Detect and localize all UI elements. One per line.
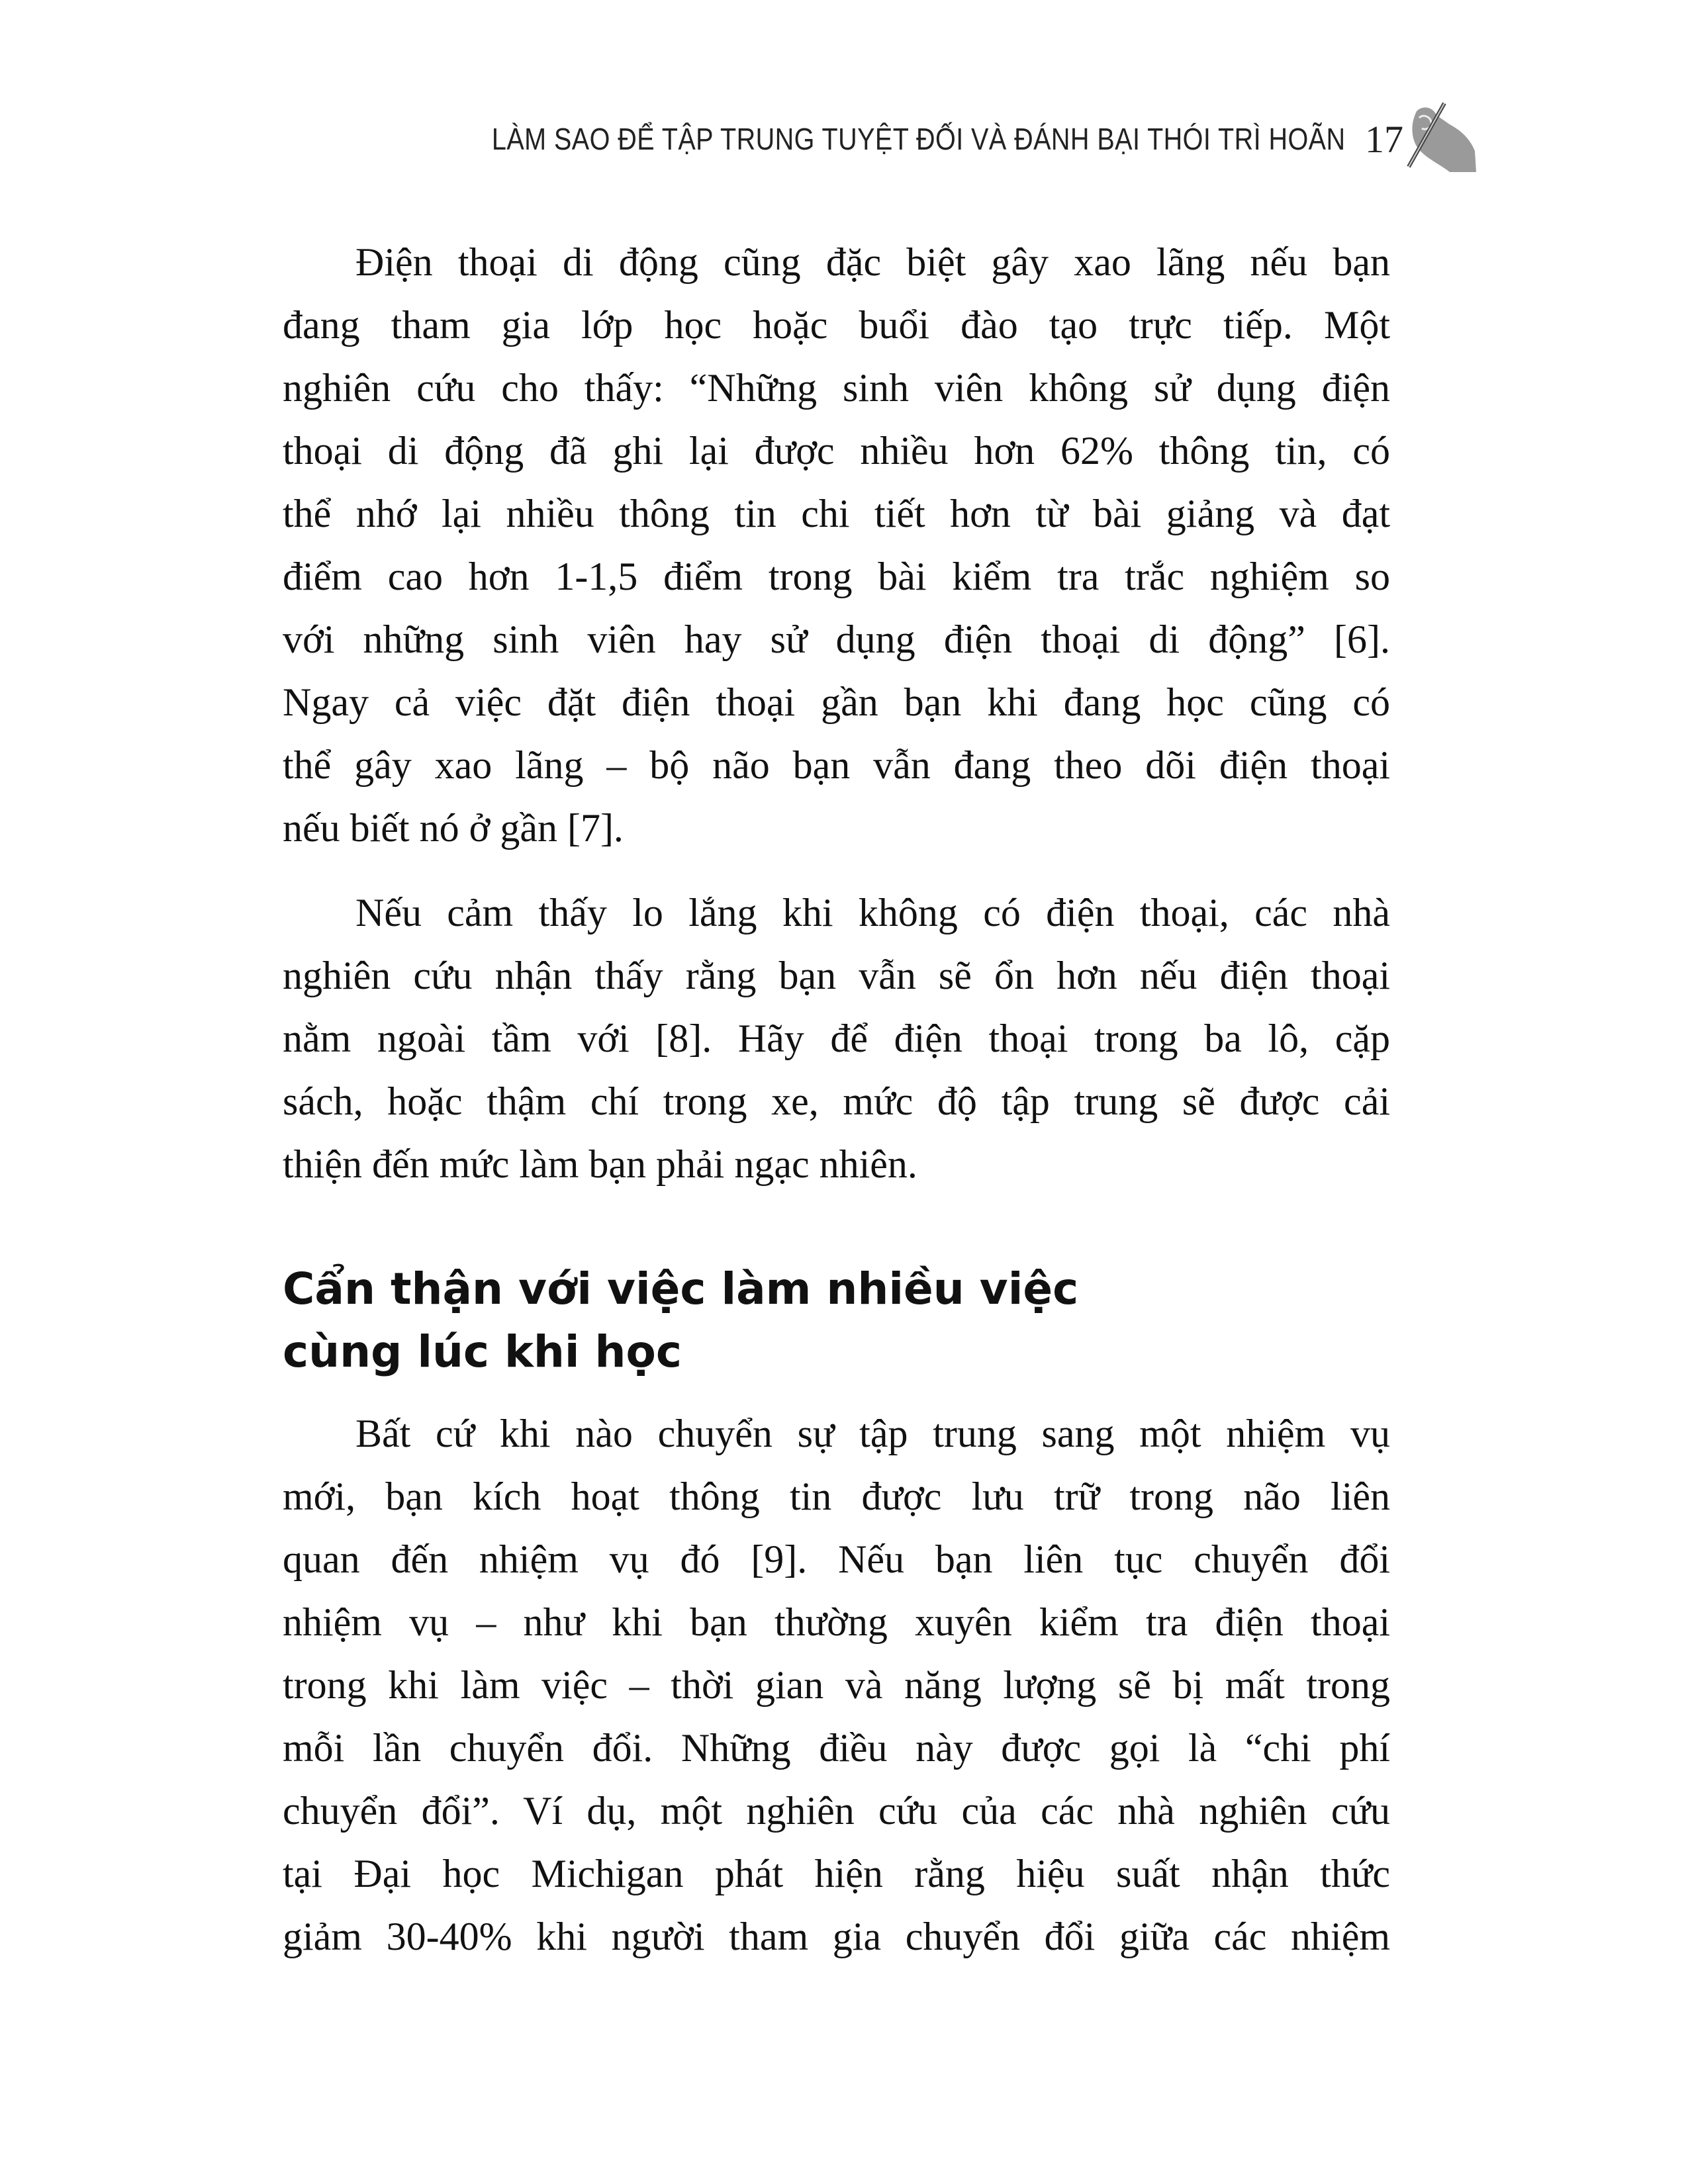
- text-line: nếu biết nó ở gần [7].: [283, 806, 624, 850]
- text-line: Ngay cả việc đặt điện thoại gần bạn khi đang học cũng có: [283, 680, 1390, 724]
- text-line: nhiệm vụ – như khi bạn thường xuyên kiểm tra điện thoại: [283, 1600, 1390, 1644]
- text-line: thoại di động đã ghi lại được nhiều hơn 62% thông tin, có: [283, 429, 1390, 473]
- text-line: Bất cứ khi nào chuyển sự tập trung sang một nhiệm vụ: [355, 1412, 1390, 1455]
- page-number: 17: [1365, 117, 1403, 161]
- text-line: trong khi làm việc – thời gian và năng lượng sẽ bị mất trong: [283, 1663, 1390, 1707]
- text-line: nằm ngoài tầm với [8]. Hãy để điện thoại trong ba lô, cặp: [283, 1017, 1390, 1060]
- text-line: với những sinh viên hay sử dụng điện thoại di động” [6].: [283, 617, 1390, 661]
- text-line: thể nhớ lại nhiều thông tin chi tiết hơn từ bài giảng và đạt: [283, 492, 1390, 535]
- paragraph-3: [283, 1402, 1390, 1968]
- text-line: chuyển đổi”. Ví dụ, một nghiên cứu của các nhà nghiên cứu: [283, 1789, 1390, 1833]
- text-line: mỗi lần chuyển đổi. Những điều này được gọi là “chi phí: [283, 1726, 1390, 1770]
- text-line: tại Đại học Michigan phát hiện rằng hiệu suất nhận thức: [283, 1852, 1390, 1895]
- text-line: mới, bạn kích hoạt thông tin được lưu trữ trong não liên: [283, 1475, 1390, 1518]
- section-heading-line: cùng lúc khi học: [283, 1326, 682, 1377]
- running-header-title: LÀM SAO ĐỂ TẬP TRUNG TUYỆT ĐỐI VÀ ĐÁNH BẠI THÓI TRÌ HOÃN: [491, 122, 1345, 156]
- text-line: đang tham gia lớp học hoặc buổi đào tạo trực tiếp. Một: [283, 303, 1390, 347]
- text-line: thể gây xao lãng – bộ não bạn vẫn đang theo dõi điện thoại: [283, 743, 1390, 787]
- text-line: Điện thoại di động cũng đặc biệt gây xao lãng nếu bạn: [355, 240, 1390, 284]
- text-line: Nếu cảm thấy lo lắng khi không có điện thoại, các nhà: [355, 891, 1390, 934]
- running-header: [371, 113, 1403, 165]
- section-heading: [283, 1257, 1078, 1383]
- text-line: thiện đến mức làm bạn phải ngạc nhiên.: [283, 1142, 917, 1186]
- text-line: nghiên cứu nhận thấy rằng bạn vẫn sẽ ổn hơn nếu điện thoại: [283, 954, 1390, 997]
- text-line: quan đến nhiệm vụ đó [9]. Nếu bạn liên tục chuyển đổi: [283, 1537, 1390, 1581]
- text-line: giảm 30-40% khi người tham gia chuyển đổi giữa các nhiệm: [283, 1915, 1390, 1958]
- text-line: nghiên cứu cho thấy: “Những sinh viên không sử dụng điện: [283, 366, 1390, 410]
- hand-writing-icon: [1403, 98, 1476, 172]
- text-line: sách, hoặc thậm chí trong xe, mức độ tập trung sẽ được cải: [283, 1079, 1390, 1123]
- paragraph-1: [283, 231, 1390, 860]
- section-heading-line: Cẩn thận với việc làm nhiều việc: [283, 1263, 1079, 1314]
- text-line: điểm cao hơn 1-1,5 điểm trong bài kiểm tra trắc nghiệm so: [283, 555, 1390, 598]
- paragraph-2: [283, 882, 1390, 1196]
